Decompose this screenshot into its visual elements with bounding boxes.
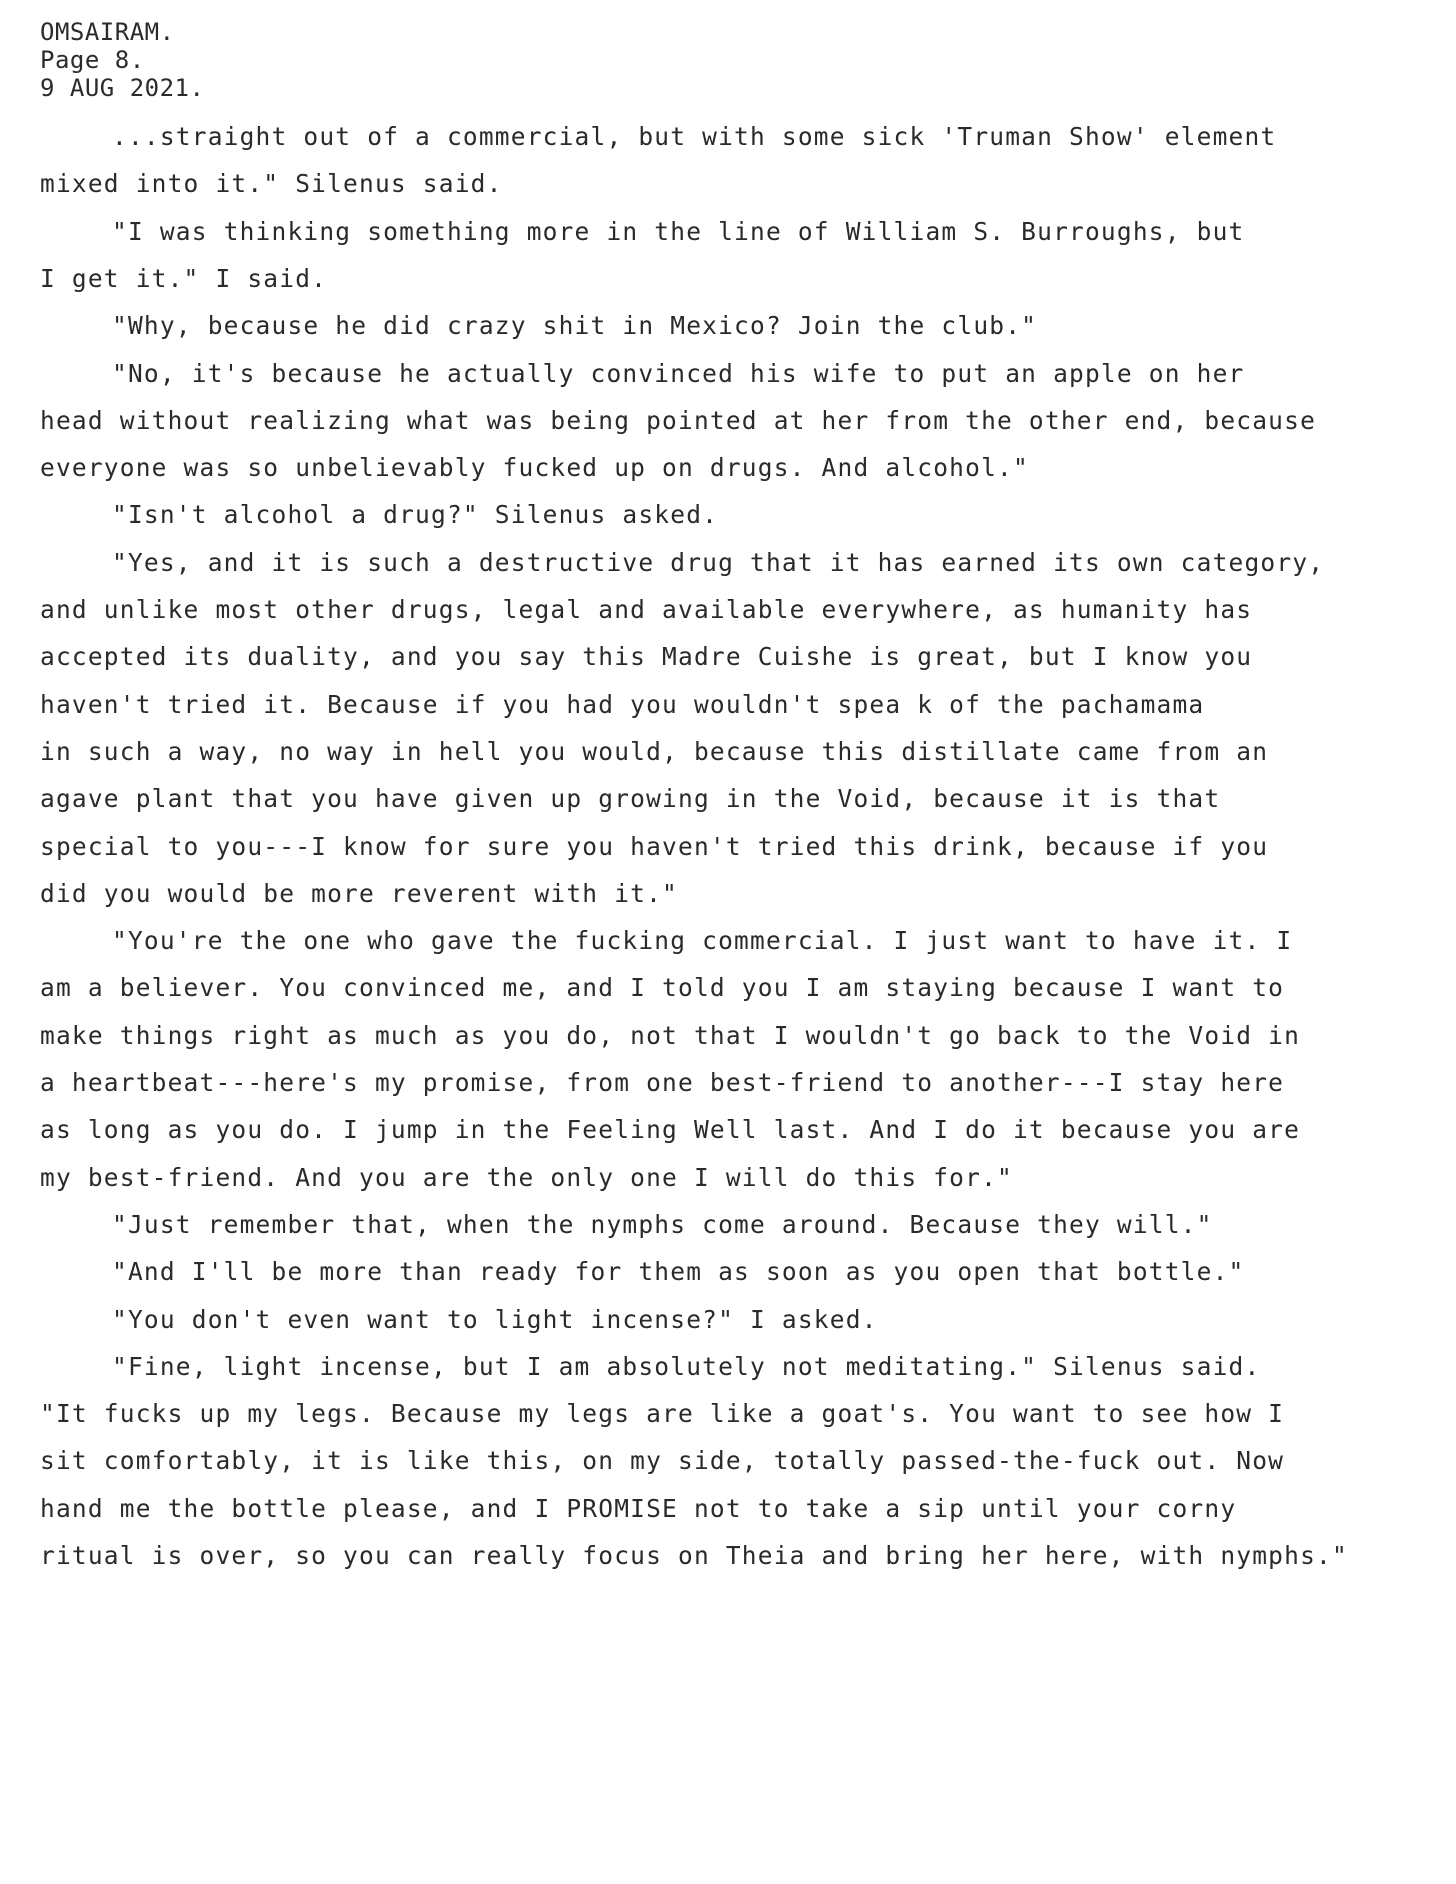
text-line: and unlike most other drugs, legal and available everywhere, as humanity has xyxy=(40,595,1253,624)
text-line: am a believer. You convinced me, and I told you I am staying because I want to xyxy=(40,973,1285,1003)
page-header xyxy=(40,18,204,102)
text-line: head without realizing what was being pointed at her from the other end, because xyxy=(40,405,1317,435)
text-line: special to you---I know for sure you haven't tried this drink, because if you xyxy=(40,831,1269,861)
text-line: accepted its duality, and you say this Madre Cuishe is great, but I know you xyxy=(40,642,1253,672)
header-title: OMSAIRAM. xyxy=(40,18,175,46)
text-line: "And I'll be more than ready for them as soon as you open that bottle." xyxy=(112,1257,1245,1287)
header-date: 9 AUG 2021. xyxy=(40,74,205,102)
text-line: sit comfortably, it is like this, on my side, totally passed-the-fuck out. Now xyxy=(40,1446,1285,1476)
text-line: make things right as much as you do, not that I wouldn't go back to the Void in xyxy=(40,1020,1301,1050)
text-line: a heartbeat---here's my promise, from one best-friend to another---I stay here xyxy=(40,1068,1285,1097)
text-line: I get it." I said. xyxy=(40,263,328,293)
text-line: mixed into it." Silenus said. xyxy=(40,169,503,199)
text-line: "I was thinking something more in the line of William S. Burroughs, but xyxy=(112,216,1245,246)
text-line: "It fucks up my legs. Because my legs are like a goat's. You want to see how I xyxy=(40,1399,1285,1429)
text-line: haven't tried it. Because if you had you wouldn't spea k of the pachamama xyxy=(40,689,1205,719)
text-line: my best-friend. And you are the only one I will do this for." xyxy=(40,1162,1013,1192)
text-line: hand me the bottle please, and I PROMISE not to take a sip until your corny xyxy=(40,1493,1237,1523)
text-line: agave plant that you have given up growing in the Void, because it is that xyxy=(40,784,1221,814)
text-line: "Isn't alcohol a drug?" Silenus asked. xyxy=(112,500,719,530)
text-line: did you would be more reverent with it." xyxy=(40,878,679,908)
text-line: "Fine, light incense, but I am absolutely not meditating." Silenus said. xyxy=(112,1351,1261,1381)
text-line: as long as you do. I jump in the Feeling Well last. And I do it because you are xyxy=(40,1115,1301,1145)
text-line: "You're the one who gave the fucking commercial. I just want to have it. I xyxy=(112,926,1293,956)
text-line: "You don't even want to light incense?" I asked. xyxy=(112,1304,878,1334)
text-line: "Why, because he did crazy shit in Mexico? Join the club." xyxy=(112,311,1038,341)
text-line: "Yes, and it is such a destructive drug that it has earned its own category, xyxy=(112,547,1325,577)
text-line: "Just remember that, when the nymphs come around. Because they will." xyxy=(112,1209,1213,1239)
text-line: ritual is over, so you can really focus on Theia and bring her here, with nymphs." xyxy=(40,1541,1348,1570)
header-page-number: Page 8. xyxy=(40,46,145,74)
text-line: "No, it's because he actually convinced his wife to put an apple on her xyxy=(112,358,1245,388)
text-line: in such a way, no way in hell you would, because this distillate came from an xyxy=(40,736,1269,766)
text-line: everyone was so unbelievably fucked up on drugs. And alcohol." xyxy=(40,453,1029,483)
text-line: ...straight out of a commercial, but with some sick 'Truman Show' element xyxy=(112,122,1277,151)
